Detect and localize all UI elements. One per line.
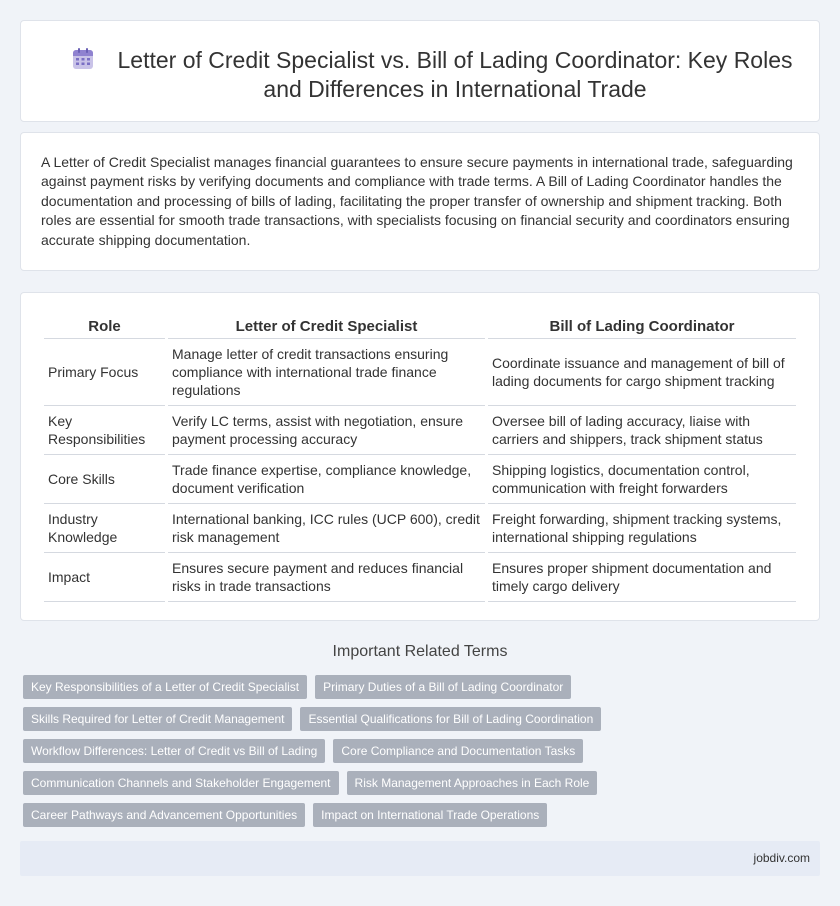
table-header-row xyxy=(44,314,796,339)
footer xyxy=(20,841,820,876)
intro-card xyxy=(20,132,820,271)
page-title: Letter of Credit Specialist vs. Bill of Lading Coordinator: Key Roles and Differences in International Trade xyxy=(117,47,793,102)
intro-text: A Letter of Credit Specialist manages financial guarantees to ensure secure payments in international trade, safeguarding against payment risks by verifying documents and compliance with trade terms. A Bill of Lading Coordinator handles the documentation and processing of bills of lading, facilitating the proper transfer of ownership and shipment tracking. Both roles are essential for smooth trade transactions, with specialists focusing on financial security and coordinators ensuring accurate shipping documentation. xyxy=(41,154,793,248)
table-row xyxy=(44,504,796,553)
related-term-tag[interactable]: Key Responsibilities of a Letter of Credit Specialist xyxy=(23,675,307,699)
related-term-tag[interactable]: Impact on International Trade Operations xyxy=(313,803,547,827)
table-cell: Coordinate issuance and management of bill of lading documents for cargo shipment tracking xyxy=(488,339,796,406)
table-cell: Ensures proper shipment documentation and timely cargo delivery xyxy=(488,553,796,602)
table-row xyxy=(44,339,796,406)
table-cell: International banking, ICC rules (UCP 600), credit risk management xyxy=(168,504,485,553)
related-term-tag[interactable]: Essential Qualifications for Bill of Lading Coordination xyxy=(300,707,601,731)
comparison-table xyxy=(41,314,799,602)
row-label: Primary Focus xyxy=(44,339,165,406)
table-row xyxy=(44,406,796,455)
table-row xyxy=(44,455,796,504)
table-cell: Oversee bill of lading accuracy, liaise with carriers and shippers, track shipment status xyxy=(488,406,796,455)
related-term-tag[interactable]: Career Pathways and Advancement Opportunities xyxy=(23,803,305,827)
row-label: Industry Knowledge xyxy=(44,504,165,553)
row-label: Impact xyxy=(44,553,165,602)
related-term-tag[interactable]: Communication Channels and Stakeholder Engagement xyxy=(23,771,339,795)
related-terms-list xyxy=(23,675,623,835)
table-cell: Ensures secure payment and reduces financial risks in trade transactions xyxy=(168,553,485,602)
row-label: Key Responsibilities xyxy=(44,406,165,455)
column-header-role: Role xyxy=(44,314,165,339)
row-label: Core Skills xyxy=(44,455,165,504)
related-term-tag[interactable]: Skills Required for Letter of Credit Management xyxy=(23,707,292,731)
table-cell: Verify LC terms, assist with negotiation, ensure payment processing accuracy xyxy=(168,406,485,455)
table-cell: Shipping logistics, documentation control, communication with freight forwarders xyxy=(488,455,796,504)
related-term-tag[interactable]: Risk Management Approaches in Each Role xyxy=(347,771,598,795)
header-card xyxy=(20,20,820,122)
table-cell: Freight forwarding, shipment tracking systems, international shipping regulations xyxy=(488,504,796,553)
column-header-bol: Bill of Lading Coordinator xyxy=(488,314,796,339)
related-term-tag[interactable]: Primary Duties of a Bill of Lading Coordinator xyxy=(315,675,571,699)
footer-site-link[interactable]: jobdiv.com xyxy=(753,851,810,865)
table-cell: Manage letter of credit transactions ensuring compliance with international trade finance regulations xyxy=(168,339,485,406)
table-row xyxy=(44,553,796,602)
related-terms-title: Important Related Terms xyxy=(332,643,508,660)
related-term-tag[interactable]: Core Compliance and Documentation Tasks xyxy=(333,739,583,763)
comparison-card xyxy=(20,292,820,621)
calendar-icon xyxy=(71,47,95,71)
column-header-lc: Letter of Credit Specialist xyxy=(168,314,485,339)
table-cell: Trade finance expertise, compliance knowledge, document verification xyxy=(168,455,485,504)
related-term-tag[interactable]: Workflow Differences: Letter of Credit vs Bill of Lading xyxy=(23,739,325,763)
